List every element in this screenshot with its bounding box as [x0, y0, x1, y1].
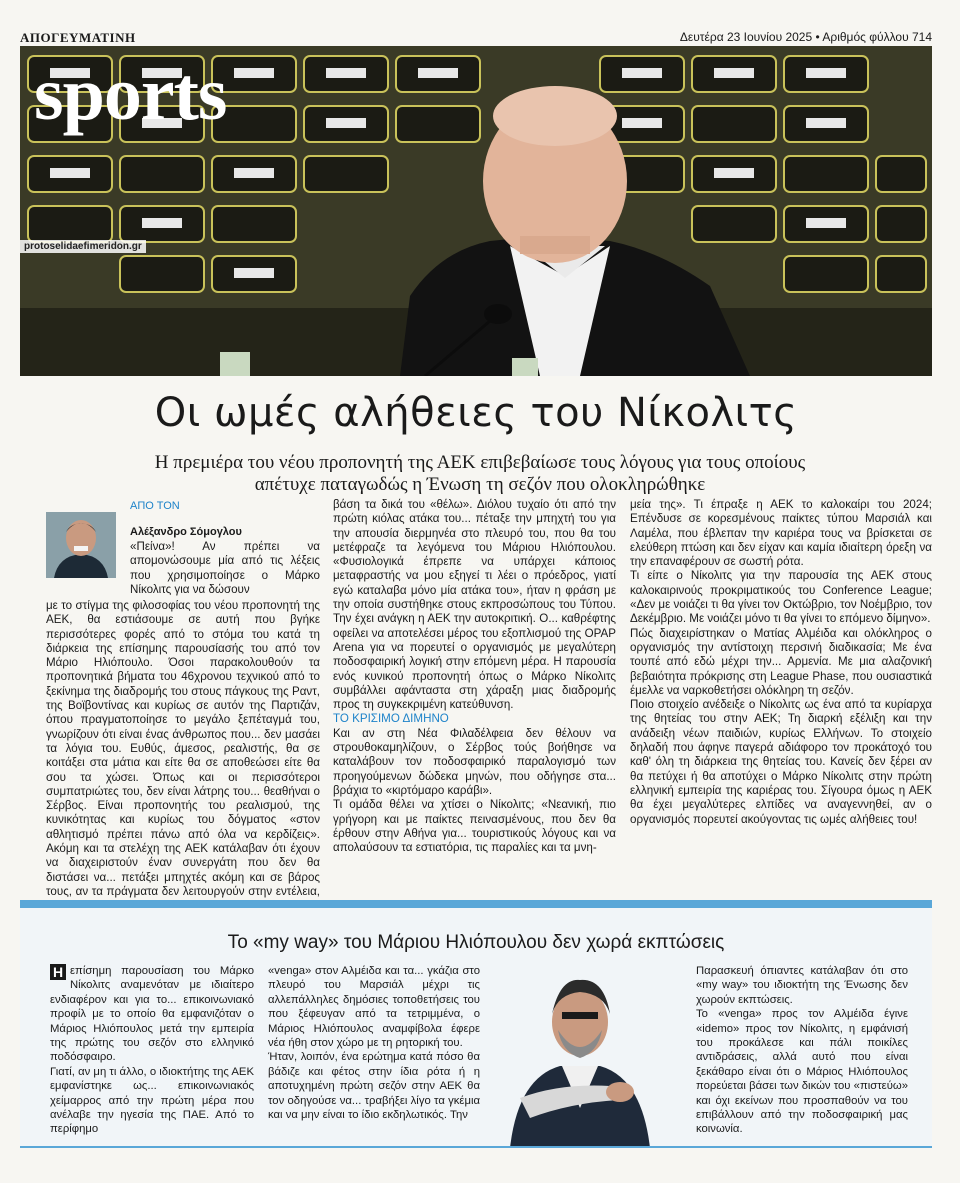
paragraph: Το «venga» προς τον Αλμέιδα έγινε «idemo» προς τον Νίκολιτς, η εμφάνισή του προκάλεσε και πάλι ποικίλες αντιδράσεις, αλλά αυτό που είναι ξεκάθαρο είναι ότι ο Μάριος Ηλιόπουλος πορεύεται βάσει των δικών του «πιστεύω» και όχι εκείνων που προσπαθούν να του επιβάλλουν από την ποδοσφαιρική μας κοινωνία.: [696, 1008, 908, 1136]
bottom-rule: [20, 1146, 932, 1148]
article-column-2: [333, 498, 616, 855]
dropcap: Η: [50, 964, 66, 980]
box-column-2: [268, 964, 480, 1122]
watermark: protoselidaefimeridon.gr: [20, 240, 146, 253]
paragraph: «Πείνα»! Αν πρέπει να απομονώσουμε μία από τις λέξεις που χρησιμοποίησε ο Μάρκο Νίκολιτς για να δώσουν: [130, 540, 320, 596]
paragraph: επίσημη παρουσίαση του Μάρκο Νίκολιτς αναμενόταν με ιδιαίτερο ενδιαφέρον και για το... επικοινωνιακό προφίλ με το οποίο θα εμφανιζόταν ο Μάριος Ηλιόπουλος μετά την εμπειρία της πρώτης του σεζόν στο ελληνικό ποδόσφαιρο.: [50, 965, 254, 1064]
hero-photo: [20, 46, 932, 376]
paragraph: Παρασκευή όπιαντες κατάλαβαν ότι στο «my way» του ιδιοκτήτη της Ένωσης δεν χωρούν εκπτώσεις.: [696, 965, 908, 1006]
article-column-1-top: [130, 540, 320, 597]
box-column-3: [696, 964, 908, 1137]
paragraph: βάση τα δικά του «θέλω». Διόλου τυχαίο ότι από την πρώτη κιόλας ατάκα του... πέταξε την μπηχτή του για την απουσία διερμηνέα στο πλευρό του, που θα του μετέφραζε τα λεγόμενα του Μάριου Ηλιόπουλου. «Φυσιολογικά έπρεπε να υπάρχει κάποιος μεταφραστής να μου εξηγεί τι λέει ο πρόεδρος, γιατί εγώ καταλαβα μόνο μία ατάκα του», ήταν η φράση με την οποία συστήθηκε στους εκπροσώπους του Τύπου. Την έχει ανάγκη η ΑΕΚ την αυτοκριτική. Ο... καθρέφτης οφείλει να αποτελέσει μέρος του εξοπλισμού της OPAP Arena για να πορευτεί ο οργανισμός με μεγαλύτερη ποδοσφαιρική λογική στην επόμενη μέρα. Η παρουσία ενός κυνικού προπονητή όπως ο Μάρκο Νίκολιτς συμβάλλει αφάνταστα στη χάραξη μιας διαδρομής προς τη συγκεκριμένη κατεύθυνση.: [333, 498, 616, 712]
headline: Οι ωμές αλήθειες του Νίκολιτς: [154, 390, 798, 436]
section-divider: [20, 900, 932, 908]
author-label: ΑΠΟ ΤΟΝ: [130, 500, 180, 512]
paragraph: Πώς διαχειρίστηκαν ο Ματίας Αλμέιδα και ολόκληρος ο οργανισμός την αντίστοιχη περσινή διαδικασία; Με ένα τουπέ από εδώ μέχρι την... Αρμενία. Με μια αλαζονική βεβαιότητα πρόκρισης στη League Phase, που ουσιαστικά έμελλε να ναρκοθετήσει ολόκληρη τη σεζόν.: [630, 626, 932, 697]
article-column-3: [630, 498, 932, 827]
issue-info: Δευτέρα 23 Ιουνίου 2025 • Αριθμός φύλλου 714: [679, 30, 932, 44]
box-column-1: [50, 964, 254, 1137]
paragraph: μεία της». Τι έπραξε η ΑΕΚ το καλοκαίρι του 2024; Επένδυσε σε κορεσμένους παίκτες τύπου Μαρσιάλ και Λαμέλα, που έβλεπαν την καριέρα τους να βρίσκεται σε ελεύθερη πτώση και δεν είχαν και καμία ιδιαίτερη όρεξη να την επαναφέρουν σε σωστή ρότα.: [630, 498, 932, 569]
author-name: Αλέξανδρο Σόμογλου: [130, 526, 242, 538]
paper-name: ΑΠΟΓΕΥΜΑΤΙΝΗ: [20, 30, 136, 45]
paragraph: Και αν στη Νέα Φιλαδέλφεια δεν θέλουν να στρουθοκαμηλίζουν, ο Σέρβος τούς βοήθησε να καταλάβουν τον ποδοσφαιρικό παραλογισμό των προηγούμενων δώδεκα μηνών, που οδήγησε στα... βράχια το «κιρτόμαρο καράβι».: [333, 726, 616, 797]
article-column-1-bottom: [46, 599, 320, 914]
paragraph: Τι ομάδα θέλει να χτίσει ο Νίκολιτς; «Νεανική, πιο γρήγορη και με παίκτες πεινασμένους, που δεν θα έρθουν στην Αθήνα για... τουριστικούς λόγους και να απολαύσουν τα εστιατόρια, τις παραλίες και τα μνη-: [333, 798, 616, 855]
paragraph: «venga» στον Αλμέιδα και τα... γκάζια στο πλευρό του Μαρσιάλ μέχρι τις αλλεπάλληλες δημόσιες τοποθετήσεις του που ξέφευγαν από τα τετριμμένα, ο Μάριος Ηλιόπουλος αναμφίβολα έφερε νέα ήθη στον χώρο με τη ρητορική του.: [268, 965, 480, 1050]
standfirst: Η πρεμιέρα του νέου προπονητή της ΑΕΚ επιβεβαίωσε τους λόγους για τους οποίους απέτυχε παταγωδώς η Ένωση τη σεζόν που ολοκληρώθηκε: [154, 452, 806, 495]
paragraph: με το στίγμα της φιλοσοφίας του νέου προπονητή της ΑΕΚ, θα εστιάσουμε σε αυτή που βγήκε περισσότερες φορές από το στόμα του κατά τη διάρκεια της επίσημης παρουσίασής του από τον Μάριο Ηλιόπουλο. Όσοι παρακολουθούν τα προπονητικά βήματα του 46χρονου τεχνικού από το ξεκίνημα της διαδρομής του στους πάγκους της Ραντ, της Βοϊβοντίνας και κυρίως σε αυτόν της Παρτιζάν, όπου πραγματοποίησε το μεγάλο ξεπέταγμά του, γνωρίζουν ότι είναι ένας άνθρωπος που... δεν μασάει τα λόγια του. Ευθύς, άμεσος, ρεαλιστής, θα σε κοιτάξει στα μάτια και είτε θα σε αποθεώσει είτε θα σου τα χώσει. Όπως και οι περισσότεροι συμπατριώτες του, δεν είναι λάτρης του... θεαθήναι ο Σέρβος. Είναι προπονητής του ρεαλισμού, της κυνικότητας και κυρίως του δόγματος «στον αθλητισμό πρέπει πάνω από όλα να κερδίζεις». Ακόμη και τα στελέχη της ΑΕΚ κατάλαβαν ότι έχουν να διαχειριστούν έναν συνεργάτη που δεν θα διστάσει να... πετάξει μπηχτές ακόμη και σε βάρος τους, αν τα πράγματα δεν λειτουργούν στην εντέλεια,: [46, 599, 320, 898]
paragraph: Ήταν, λοιπόν, ένα ερώτημα κατά πόσο θα βάδιζε και φέτος στην ίδια ρότα ή η αποτυχημένη πρώτη σεζόν στην ΑΕΚ θα τον οδηγούσε να... τραβήξει λίγο τα γκέμια και να μην είναι το ίδιο εκδηλωτικός. Την: [268, 1051, 480, 1122]
iliopoulos-photo: [500, 968, 660, 1148]
author-photo: [46, 512, 116, 578]
masthead: [20, 28, 932, 46]
section-logo: sports: [34, 52, 227, 136]
subhead: ΤΟ ΚΡΙΣΙΜΟ ΔΙΜΗΝΟ: [333, 712, 449, 726]
paragraph: Τι είπε ο Νίκολιτς για την παρουσία της ΑΕΚ στους καλοκαιρινούς προκριματικούς του Conference League; «Δεν με νοιάζει τι θα γίνει τον Οκτώβριο, τον Νοέμβριο, τον Δεκέμβριο. Με νοιάζει μόνο τι θα γίνει το επόμενο δίμηνο».: [630, 569, 932, 626]
paragraph: Γιατί, αν μη τι άλλο, ο ιδιοκτήτης της ΑΕΚ εμφανίστηκε ως... επικοινωνιακός χείμαρρος από την πρώτη μέρα που ανέλαβε την ηγεσία της ΠΑΕ. Από το περίφημο: [50, 1065, 254, 1136]
box-title: Το «my way» του Μάριου Ηλιόπουλου δεν χωρά εκπτώσεις: [227, 932, 725, 953]
paragraph: Ποιο στοιχείο ανέδειξε ο Νίκολιτς ως ένα από τα κυρίαρχα της θητείας του στην ΑΕΚ; Τη διαρκή εξέλιξη και την ανάδειξη νέων παιδιών, κυρίως Ελλήνων. Το στοιχείο δηλαδή που άφηνε παγερά αδιάφορο τον προκάτοχό του καθ' όλη τη διάρκεια της θητείας του. Κανείς δεν ξέρει αν θα πετύχει ή θα αποτύχει ο Μάρκο Νίκολιτς στην πρώτη ελληνική εμπειρία της καριέρας του. Σίγουρα όμως η ΑΕΚ θα έχει μεγαλύτερες ελπίδες να αναγεννηθεί, αν ο οργανισμός πορευτεί ακούγοντας τις ωμές αλήθειες του!: [630, 698, 932, 826]
